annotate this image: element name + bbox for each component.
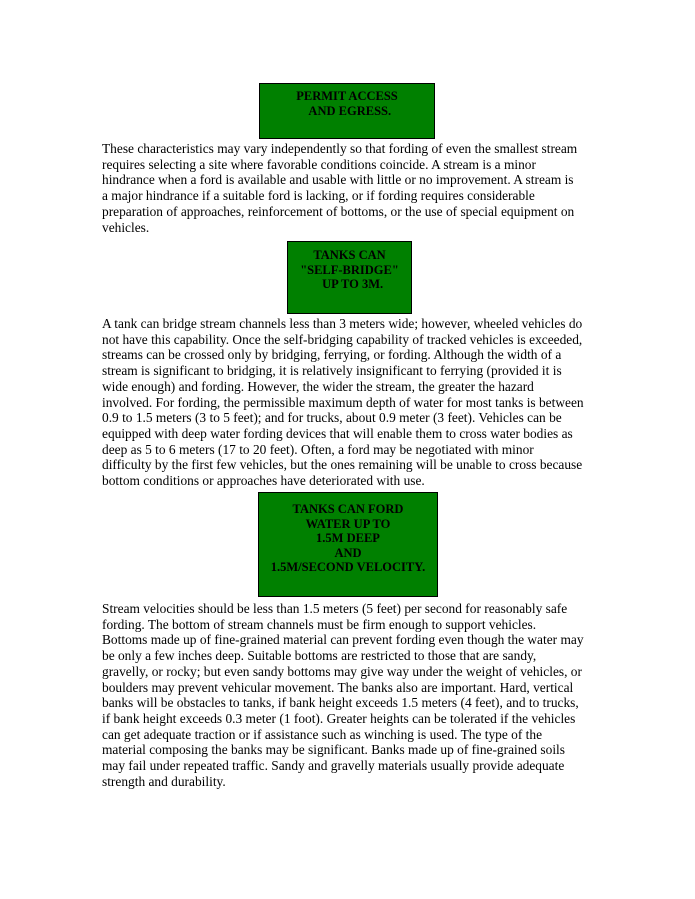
text-line: vehicles.: [102, 219, 150, 235]
text-line: These characteristics may vary independently so that fording of even the smallest stream: [102, 141, 578, 156]
text-line: deep as 5 to 6 meters (17 to 20 feet). Often, a ford may be negotiated with minor: [102, 441, 534, 457]
text-line: stream is significant to bridging, it is relatively insignificant to ferrying (provided it is: [102, 363, 562, 379]
text-line: if bank height exceeds 0.3 meter (1 foot). Greater heights can be tolerated if the vehicles: [102, 710, 576, 726]
text-line: bottom conditions or approaches have deteriorated with use.: [102, 473, 425, 489]
callout-line: AND: [334, 545, 362, 560]
text-line: difficulty by the first few vehicles, but the ones remaining will be unable to cross because: [102, 457, 583, 473]
paragraph-characteristics: [102, 141, 597, 235]
text-line: requires selecting a site where favorable conditions coincide. A stream is a minor: [102, 156, 536, 172]
callout-line: 1.5M/SECOND VELOCITY.: [270, 560, 426, 574]
callout-line: PERMIT ACCESS: [296, 89, 398, 103]
text-line: A tank can bridge stream channels less than 3 meters wide; however, wheeled vehicles do: [102, 316, 583, 331]
text-line: fording. The bottom of stream channels must be firm enough to support vehicles.: [102, 616, 537, 632]
callout-tank-fording: [258, 492, 438, 597]
text-line: may fail under repeated traffic. Sandy and gravelly materials usually provide adequate: [102, 758, 565, 774]
text-line: can get adequate traction or if assistance such as winching is used. The type of the: [102, 726, 543, 742]
text-line: hindrance when a ford is available and usable with little or no improvement. A stream is: [102, 172, 574, 188]
callout-line: TANKS CAN FORD: [292, 502, 404, 516]
text-line: material composing the banks may be significant. Banks made up of fine-grained soils: [102, 742, 565, 758]
text-line: gravelly, or rocky; but even sandy bottoms may give way under the weight of vehicles, or: [102, 663, 582, 679]
text-line: not have this capability. Once the self-bridging capability of tracked vehicles is exceeded,: [102, 331, 583, 347]
paragraph-tank-bridging: [102, 316, 597, 489]
text-line: preparation of approaches, reinforcement of bottoms, or the use of special equipment on: [102, 203, 575, 219]
callout-permit-access: [259, 83, 435, 139]
callout-line: UP TO 3M.: [315, 277, 384, 291]
text-line: involved. For fording, the permissible maximum depth of water for most tanks is between: [102, 394, 584, 410]
text-line: Stream velocities should be less than 1.5 meters (5 feet) per second for reasonably safe: [102, 601, 568, 616]
callout-line: WATER UP TO: [305, 516, 391, 531]
text-line: Bottoms made up of fine-grained material can prevent fording even though the water may: [102, 632, 584, 648]
text-line: strength and durability.: [102, 773, 226, 789]
paragraph-stream-velocities: [102, 601, 597, 789]
text-line: banks will be obstacles to tanks, if bank height exceeds 1.5 meters (4 feet), and to trucks,: [102, 695, 579, 711]
callout-self-bridge: [287, 241, 412, 314]
text-line: 0.9 to 1.5 meters (3 to 5 feet); and for trucks, about 0.9 meter (3 feet). Vehicles can be: [102, 410, 562, 426]
text-line: equipped with deep water fording devices that will enable them to cross water bodies as: [102, 425, 573, 441]
text-line: boulders may prevent vehicular movement. The banks also are important. Hard, vertical: [102, 679, 574, 695]
text-line: wide enough) and fording. However, the wider the stream, the greater the hazard: [102, 378, 534, 394]
text-line: be only a few inches deep. Suitable bottoms are restricted to those that are sandy,: [102, 648, 537, 664]
callout-line: "SELF-BRIDGE": [300, 262, 399, 277]
text-line: streams can be crossed only by bridging, ferrying, or fording. Although the width of a: [102, 347, 562, 363]
callout-line: 1.5M DEEP: [316, 531, 380, 545]
text-line: a major hindrance if a suitable ford is lacking, or if fording requires considerable: [102, 188, 535, 204]
callout-line: AND EGRESS.: [302, 103, 392, 118]
callout-line: TANKS CAN: [313, 248, 386, 262]
